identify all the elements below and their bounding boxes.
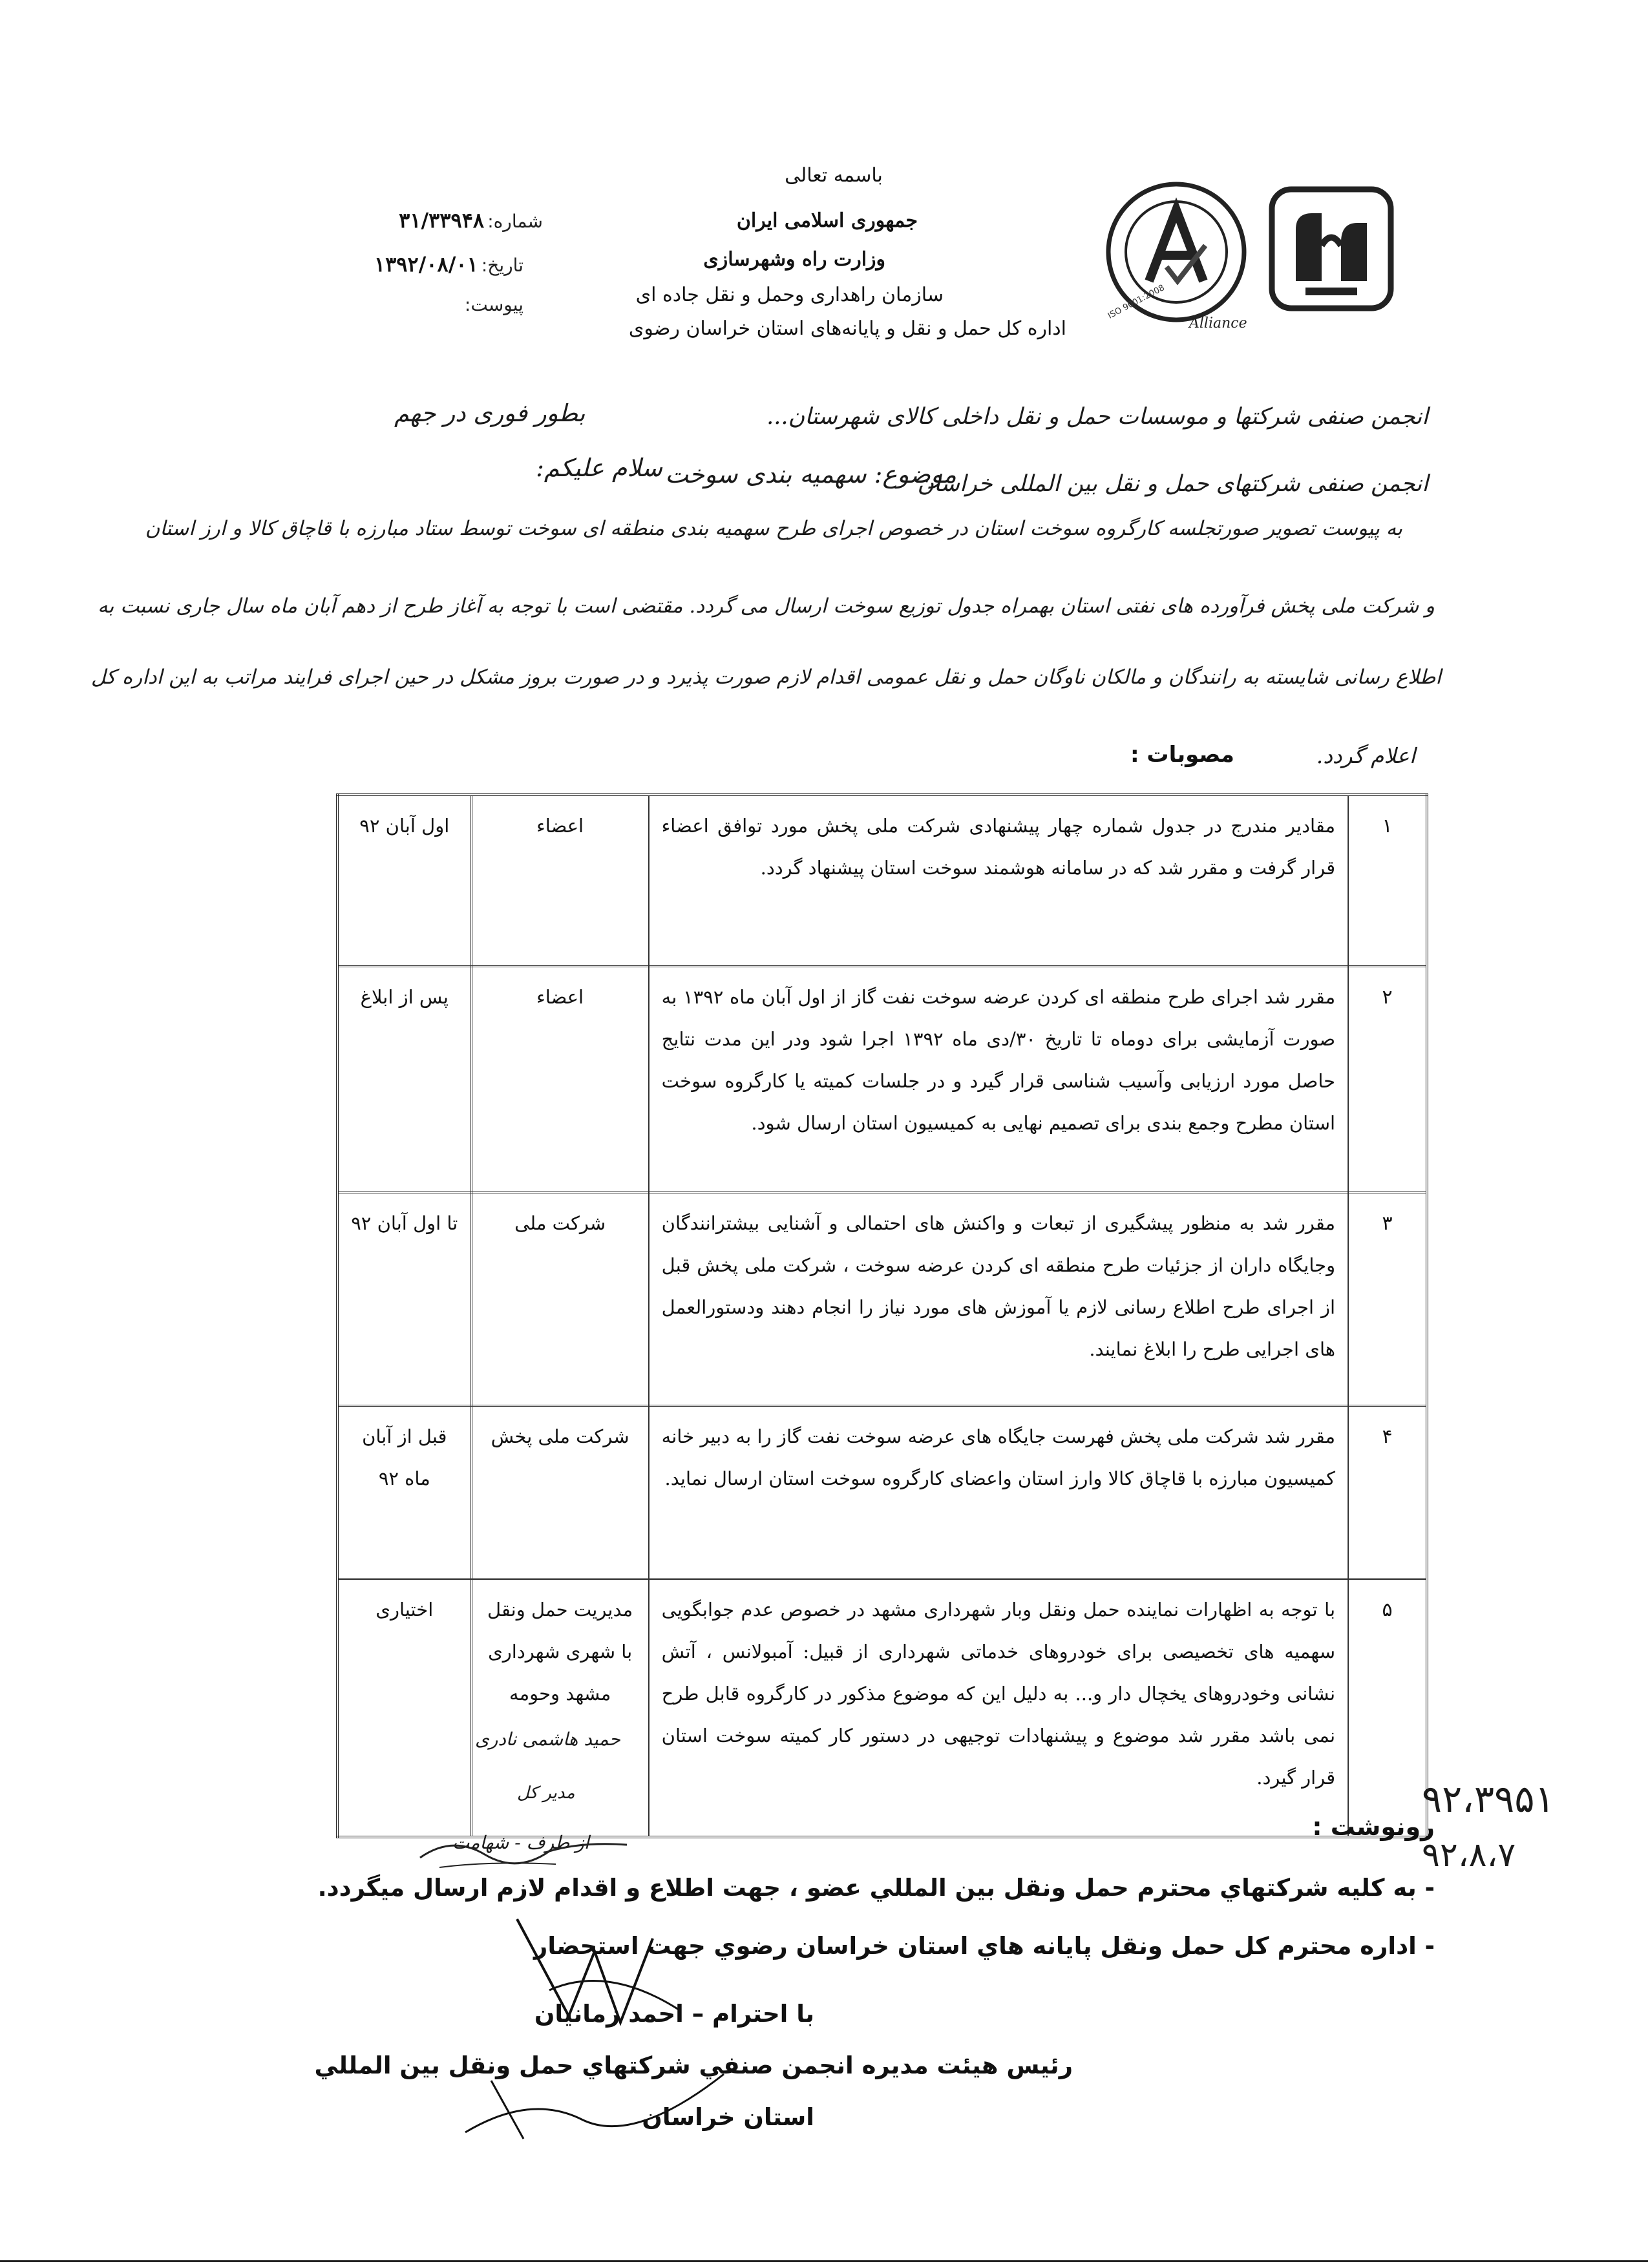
- recipient-line-1: انجمن صنفی شرکتها و موسسات حمل و نقل داخلی کالای شهرستان...: [766, 404, 1428, 430]
- letter-number: [330, 208, 543, 233]
- resolution-deadline: تا اول آبان ۹۲: [337, 1192, 471, 1405]
- number-value: ۳۱/۳۳۹۴۸: [399, 208, 485, 233]
- cc-line-2: - اداره محترم كل حمل ونقل پايانه هاي استان خراسان رضوي جهت استحضار: [534, 1932, 1435, 1960]
- regards-line: با احترام – احمد زمانیان: [534, 2000, 814, 2028]
- recipient-line-2: انجمن صنفی شرکتهای حمل و نقل بین المللی خراسان: [917, 471, 1428, 497]
- signature-flourish: [452, 2055, 750, 2145]
- resolution-text: مقرر شد شرکت ملی پخش فهرست جایگاه های عرضه سوخت نفت گاز را به دبیر خانه کمیسیون مبارزه با قاچاق کالا وارز استان واعضای کارگروه سوخت استان ارسال نماید.: [649, 1405, 1347, 1579]
- table-row: [337, 1579, 1427, 1837]
- resolution-responsible: اعضاء: [471, 795, 649, 966]
- body-line-2: و شرکت ملی پخش فرآورده های نفتی استان بهمراه جدول توزیع سوخت ارسال می گردد. مقتضی است با توجه به آغاز طرح از دهم آبان ماه سال جاری نسبت به: [98, 594, 1435, 618]
- logo-alliance-text: Alliance: [1189, 315, 1247, 331]
- attachment-label: پیوست:: [464, 294, 523, 315]
- resolution-responsible: مدیریت حمل ونقل با شهری شهرداری مشهد وحومه: [471, 1579, 649, 1837]
- resolutions-table: [336, 793, 1428, 1838]
- country-name: جمهوری اسلامی ایران: [736, 209, 918, 232]
- resolution-number: ۳: [1348, 1192, 1427, 1405]
- resolution-deadline: اول آبان ۹۲: [337, 795, 471, 966]
- resolution-deadline: پس از ابلاغ: [337, 966, 471, 1192]
- table-row: [337, 1405, 1427, 1579]
- signatory-position: رئيس هيئت مديره انجمن صنفي شركتهاي حمل ونقل بين المللي: [314, 2052, 1073, 2079]
- logo-cert-text: ISO 9001:2008: [1106, 282, 1167, 321]
- resolution-number: ۵: [1348, 1579, 1427, 1837]
- table-row: [337, 795, 1427, 966]
- quality-certification-logo: [1092, 178, 1260, 333]
- resolution-text: با توجه به اظهارات نماینده حمل ونقل وبار شهرداری مشهد در خصوص عدم جوابگویی سهمیه های تخصیصی برای خودروهای خدماتی شهرداری از قبیل: آمبولانس ، آتش نشانی وخودروهای یخچال دار و... به دلیل این که موضوع مذکور در کارگروه قابل طرح نمی باشد مقرر شد موضوع و پیشنهادات توجیهی در دستور کار کمیته سوخت استان قرار گیرد.: [649, 1579, 1347, 1837]
- resolution-responsible: شرکت ملی: [471, 1192, 649, 1405]
- cc-title: رونوشت :: [1312, 1812, 1435, 1841]
- road-transport-logo: [1267, 184, 1396, 313]
- organization-name: سازمان راهداری وحمل و نقل جاده ای: [635, 284, 944, 306]
- resolution-text: مقادیر مندرج در جدول شماره چهار پیشنهادی شرکت ملی پخش مورد توافق اعضاء قرار گرفت و مقرر شد که در سامانه هوشمند سوخت استان پیشنهاد گردد.: [649, 795, 1347, 966]
- scan-bottom-edge: [0, 2260, 1648, 2262]
- resolution-text: مقرر شد اجرای طرح منطقه ای کردن عرضه سوخت نفت گاز از اول آبان ماه ۱۳۹۲ به صورت آزمایشی برای دوماه تا تاریخ ۳۰/دی ماه ۱۳۹۲ اجرا شود ودر این مدت نتایج حاصل مورد ارزیابی وآسیب شناسی قرار گیرد و در جلسات کمیته یا کارگروه سوخت استان مطرح وجمع بندی برای تصمیم نهایی به کمیسیون استان ارسال شود.: [649, 966, 1347, 1192]
- resolution-responsible: اعضاء: [471, 966, 649, 1192]
- date-label: تاریخ:: [481, 255, 523, 276]
- resolution-text: مقرر شد به منظور پیشگیری از تبعات و واکنش های احتمالی و آشنایی بیشترانندگان وجایگاه داران از جزئیات طرح منطقه ای کردن عرضه سوخت ، شرکت ملی پخش قبل از اجرای طرح اطلاع رسانی لازم یا آموزش های مورد نیاز را انجام دهند ودستورالعمل های اجرایی طرح را ابلاغ نمایند.: [649, 1192, 1347, 1405]
- resolution-responsible: شرکت ملی پخش: [471, 1405, 649, 1579]
- table-row: [337, 1192, 1427, 1405]
- department-name: اداره کل حمل و نقل و پایانه‌های استان خراسان رضوی: [628, 317, 1066, 340]
- body-line-3: اطلاع رسانی شایسته به رانندگان و مالکان ناوگان حمل و نقل عمومی اقدام لازم صورت پذیرد و در صورت بروز مشکل در حین اجرای فرایند مراتب به این اداره کل: [90, 666, 1441, 689]
- urgency-note: بطور فوری در جهم: [394, 399, 586, 427]
- body-line-4: اعلام گردد.: [1316, 743, 1415, 768]
- signature-scribble: [414, 1822, 646, 1874]
- letter-date: [301, 252, 523, 277]
- cc-line-1: - به كليه شركتهاي محترم حمل ونقل بين المللي عضو ، جهت اطلاع و اقدام لازم ارسال ميگردد.: [317, 1874, 1435, 1902]
- date-value: ۱۳۹۲/۰۸/۰۱: [374, 252, 478, 277]
- letter-subject: موضوع: سهمیه بندی سوخت: [665, 460, 956, 488]
- basmala: باسمه تعالی: [785, 164, 883, 187]
- resolution-deadline: قبل از آبان ماه ۹۲: [337, 1405, 471, 1579]
- number-label: شماره:: [487, 211, 543, 232]
- letter-greeting: سلام علیکم:: [536, 454, 662, 482]
- signatory-title: مدیر کل: [517, 1783, 575, 1803]
- resolution-deadline: اختیاری: [337, 1579, 471, 1837]
- signatory-province: استان خراسان: [642, 2103, 814, 2131]
- receipt-date: ۹۲،۸،۷: [1422, 1836, 1516, 1874]
- table-row: [337, 966, 1427, 1192]
- resolution-number: ۴: [1348, 1405, 1427, 1579]
- approvals-title: مصوبات :: [1130, 742, 1234, 768]
- receipt-number: ۹۲،۳۹۵۱: [1422, 1777, 1555, 1821]
- signature-mark: [491, 1913, 698, 2068]
- resolution-number: ۲: [1348, 966, 1427, 1192]
- signatory-name: حمید هاشمی نادری: [475, 1728, 620, 1750]
- body-line-1: به پیوست تصویر صورتجلسه کارگروه سوخت استان در خصوص اجرای طرح سهمیه بندی منطقه ای سوخت توسط ستاد مبارزه با قاچاق کالا و ارز استان: [145, 517, 1402, 540]
- resolution-number: ۱: [1348, 795, 1427, 966]
- on-behalf-note: از طرف - شهامت: [452, 1832, 589, 1853]
- ministry-name: وزارت راه وشهرسازی: [703, 248, 885, 271]
